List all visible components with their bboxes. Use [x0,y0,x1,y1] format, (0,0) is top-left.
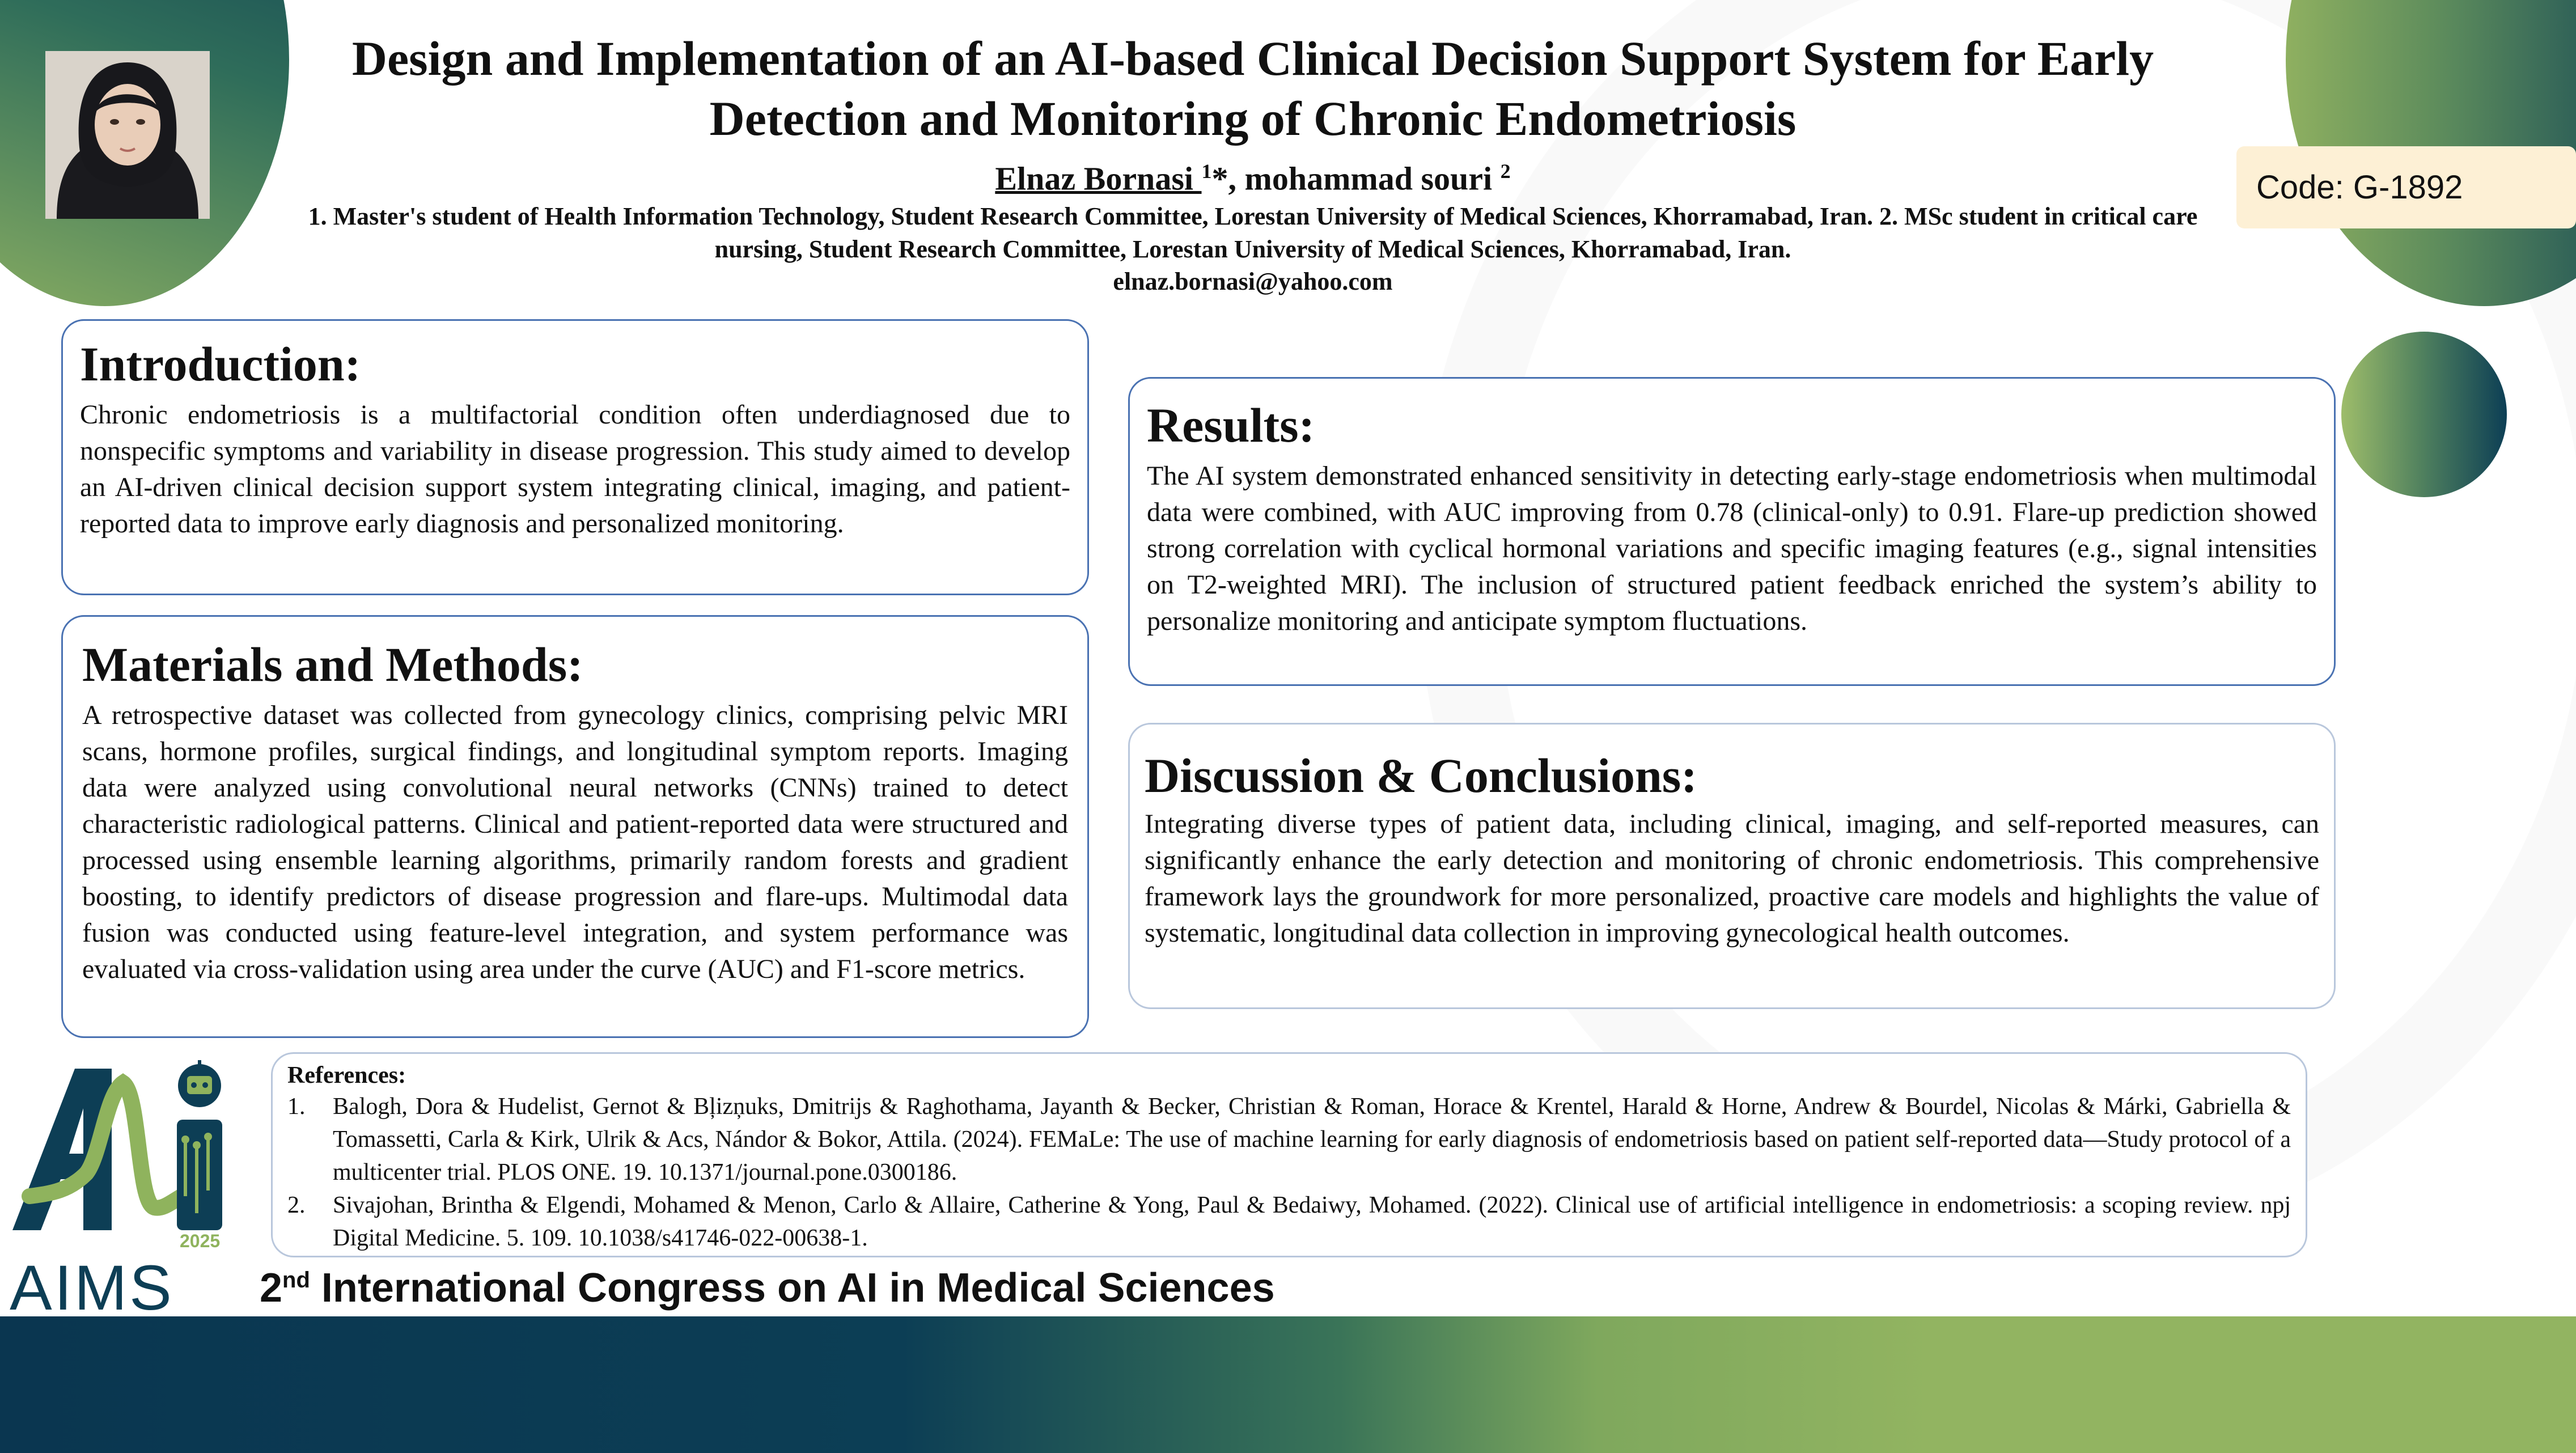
author-line [283,152,2222,198]
reference-number: 1. [287,1094,306,1120]
decorative-circle-middle-right [2341,332,2507,497]
reference-text: Balogh, Dora & Hudelist, Gernot & Bļizņuks, Dmitrijs & Raghothama, Jayanth & Becker, Christian & Roman, Horace & Krentel, Harald & Horne, Andrew & Bourdel, Nicolas & Márki, Gabriella & Tomassetti, Carla & Kirk, Ulrik & Acs, Nándor & Bokor, Attila. (2024). FEMaLe: The use of machine learning for early diagnosis of endometriosis based on patient self-reported data—Study protocol of a multicenter trial. PLOS ONE. 19. 10.1371/journal.pone.0300186. [333,1094,2291,1185]
reference-item [287,1090,2291,1189]
results-heading: Results: [1147,398,1315,452]
logo-year: 2025 [180,1231,221,1251]
introduction-body: Chronic endometriosis is a multifactorial condition often underdiagnosed due to nonspecific symptoms and variability in disease progression. This study aimed to develop an AI-driven clinical decision support system integrating clinical, imaging, and patient-reported data to improve early diagnosis and personalized monitoring. [80,400,1070,539]
congress-ordinal-suffix: nd [282,1268,310,1293]
poster-title: Design and Implementation of an AI-based Clinical Decision Support System for Early Detection and Monitoring of Chronic Endometriosis [351,31,2154,146]
author-2-name: *, mohammad souri [1211,160,1501,197]
results-section [1128,377,2336,686]
bottom-gradient-band [0,1316,2576,1453]
methods-body: A retrospective dataset was collected from gynecology clinics, comprising pelvic MRI scans, hormone profiles, surgical findings, and longitudinal symptom reports. Imaging data were analyzed using convolutional neural networks (CNNs) trained to detect characteristic radiological patterns. Clinical and patient-reported data were structured and processed using ensemble learning algorithms, primarily random forests and gradient boosting, to identify predictors of disease progression and flare-ups. Multimodal data fusion was conducted using feature-level integration, and system performance was evaluated via cross-validation using area under the curve (AUC) and F1-score metrics. [82,700,1068,984]
discussion-section [1128,723,2336,1009]
references-section [271,1052,2307,1257]
author-portrait-icon [45,51,210,219]
author-photo [45,51,210,219]
discussion-heading: Discussion & Conclusions: [1145,748,1697,803]
methods-heading: Materials and Methods: [82,637,583,692]
methods-section [61,615,1089,1038]
code-badge: Code: G-1892 [2236,146,2576,228]
congress-ordinal: 2 [260,1265,283,1311]
logo-wordmark: AIMS [10,1252,174,1315]
author-1-affiliation-mark: 1 [1201,160,1212,183]
contact-email: elnaz.bornasi@yahoo.com [1113,268,1393,296]
results-body: The AI system demonstrated enhanced sensitivity in detecting early-stage endometriosis when multimodal data were combined, with AUC improving from 0.78 (clinical-only) to 0.91. Flare-up prediction showed strong correlation with cyclical hormonal variations and specific imaging features (e.g., signal intensities on T2-weighted MRI). The inclusion of structured patient feedback enriched the system’s ability to personalize monitoring and anticipate symptom fluctuations. [1147,461,2317,636]
author-1-name: Elnaz Bornasi [995,160,1202,197]
author-2-affiliation-mark: 2 [1500,160,1511,183]
congress-name: International Congress on AI in Medical Sciences [310,1265,1275,1311]
reference-text: Sivajohan, Brintha & Elgendi, Mohamed & Menon, Carlo & Allaire, Catherine & Yong, Paul & Bedaiwy, Mohamed. (2022). Clinical use of artificial intelligence in endometriosis: a scoping review. npj Digital Medicine. 5. 109. 10.1038/s41746-022-00638-1. [333,1192,2291,1251]
discussion-body: Integrating diverse types of patient data, including clinical, imaging, and self-reported measures, can significantly enhance the early detection and monitoring of chronic endometriosis. This comprehensive framework lays the groundwork for more personalized, proactive care models and highlights the value of systematic, longitudinal data collection in improving gynecological health outcomes. [1145,809,2319,948]
introduction-heading: Introduction: [80,337,361,391]
introduction-section [61,319,1089,595]
affiliations: 1. Master's student of Health Information Technology, Student Research Committee, Lorestan University of Medical Sciences, Khorramabad, Iran. 2. MSc student in critical care nursing, Student Research Committee, Lorestan University of Medical Sciences, Khorramabad, Iran. [308,202,2198,264]
aims-logo [7,1060,228,1315]
reference-item [287,1189,2291,1255]
references-heading: References: [287,1062,406,1088]
poster-header [283,28,2222,298]
reference-number: 2. [287,1192,306,1218]
congress-title [260,1252,1275,1316]
aims-logo-icon [7,1060,228,1315]
